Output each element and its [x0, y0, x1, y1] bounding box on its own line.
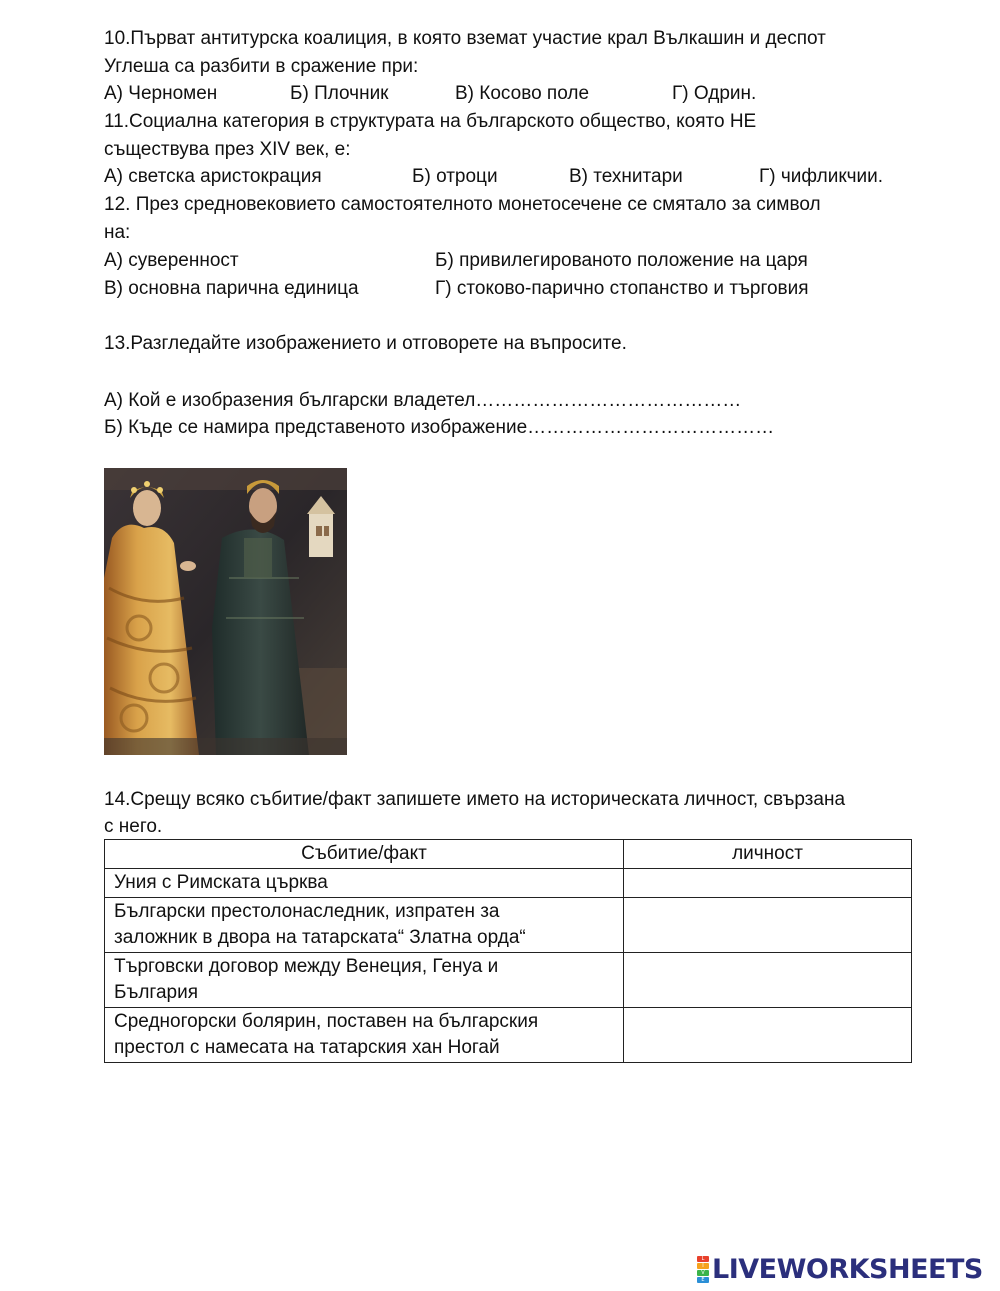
q10-option-b: Б) Плочник [290, 83, 389, 104]
event-cell [105, 898, 624, 953]
table-row [105, 869, 912, 898]
q14-text-line2: с него. [104, 816, 163, 837]
logo-block: L [697, 1256, 709, 1262]
person-answer-cell[interactable] [624, 953, 912, 1008]
event-text-line1: Български престолонаследник, изпратен за [114, 901, 500, 922]
q12-option-c: В) основна парична единица [104, 278, 359, 299]
q12-option-d: Г) стоково-парично стопанство и търговия [435, 278, 809, 299]
logo-block: E [697, 1277, 709, 1283]
liveworksheets-logo [697, 1253, 983, 1285]
event-text-line2: България [114, 982, 198, 1003]
events-table [104, 839, 912, 1063]
event-text-line1: Търговски договор между Венеция, Генуа и [114, 956, 499, 977]
q14-text-line1: 14.Срещу всяко събитие/факт запишете името на историческата личност, свързана [104, 789, 846, 810]
q12-text-line1: 12. През средновековието самостоятелното монетосечене се смятало за символ [104, 194, 821, 215]
header-person: личност [624, 840, 912, 869]
event-cell [105, 953, 624, 1008]
q13-question-b: Б) Къде се намира представеното изображение………………………………… [104, 417, 775, 438]
person-answer-cell[interactable] [624, 898, 912, 953]
person-answer-cell[interactable] [624, 869, 912, 898]
event-cell [105, 1008, 624, 1063]
table-row [105, 953, 912, 1008]
q12-option-a: А) суверенност [104, 250, 239, 271]
q10-option-d: Г) Одрин. [672, 83, 757, 104]
event-text-line2: престол с намесата на татарския хан Ногай [114, 1037, 500, 1058]
logo-text: LIVEWORKSHEETS [712, 1253, 983, 1285]
fresco-image [104, 468, 347, 755]
q10-text-line2: Углеша са разбити в сражение при: [104, 56, 419, 77]
q11-text-line1: 11.Социална категория в структурата на българското общество, която НЕ [104, 111, 757, 132]
q12-text-line2: на: [104, 222, 131, 243]
q10-text-line1: 10.Първат антитурска коалиция, в която вземат участие крал Вълкашин и деспот [104, 28, 826, 49]
q11-text-line2: съществува през XIV век, е: [104, 139, 351, 160]
q12-option-b: Б) привилегированото положение на царя [435, 250, 808, 271]
event-text-line2: заложник в двора на татарската“ Златна орда“ [114, 927, 526, 948]
logo-block: V [697, 1270, 709, 1276]
table-row [105, 1008, 912, 1063]
q10-option-c: В) Косово поле [455, 83, 590, 104]
q11-option-d: Г) чифликчии. [759, 166, 884, 187]
table-row [105, 898, 912, 953]
q13-title: 13.Разгледайте изображението и отговорете на въпросите. [104, 333, 627, 354]
q13-question-a: А) Кой е изобразения български владетел…………………………………… [104, 390, 742, 411]
header-event: Събитие/факт [105, 840, 624, 869]
event-cell [105, 869, 624, 898]
person-answer-cell[interactable] [624, 1008, 912, 1063]
q11-option-c: В) технитари [569, 166, 683, 187]
event-text-line1: Уния с Римската църква [114, 872, 328, 893]
logo-mark-icon [697, 1256, 709, 1283]
q11-option-b: Б) отроци [412, 166, 498, 187]
q10-option-a: А) Черномен [104, 83, 218, 104]
q11-option-a: А) светска аристокрация [104, 166, 322, 187]
logo-block: I [697, 1263, 709, 1269]
event-text-line1: Средногорски болярин, поставен на българския [114, 1011, 539, 1032]
table-header-row [105, 840, 912, 869]
